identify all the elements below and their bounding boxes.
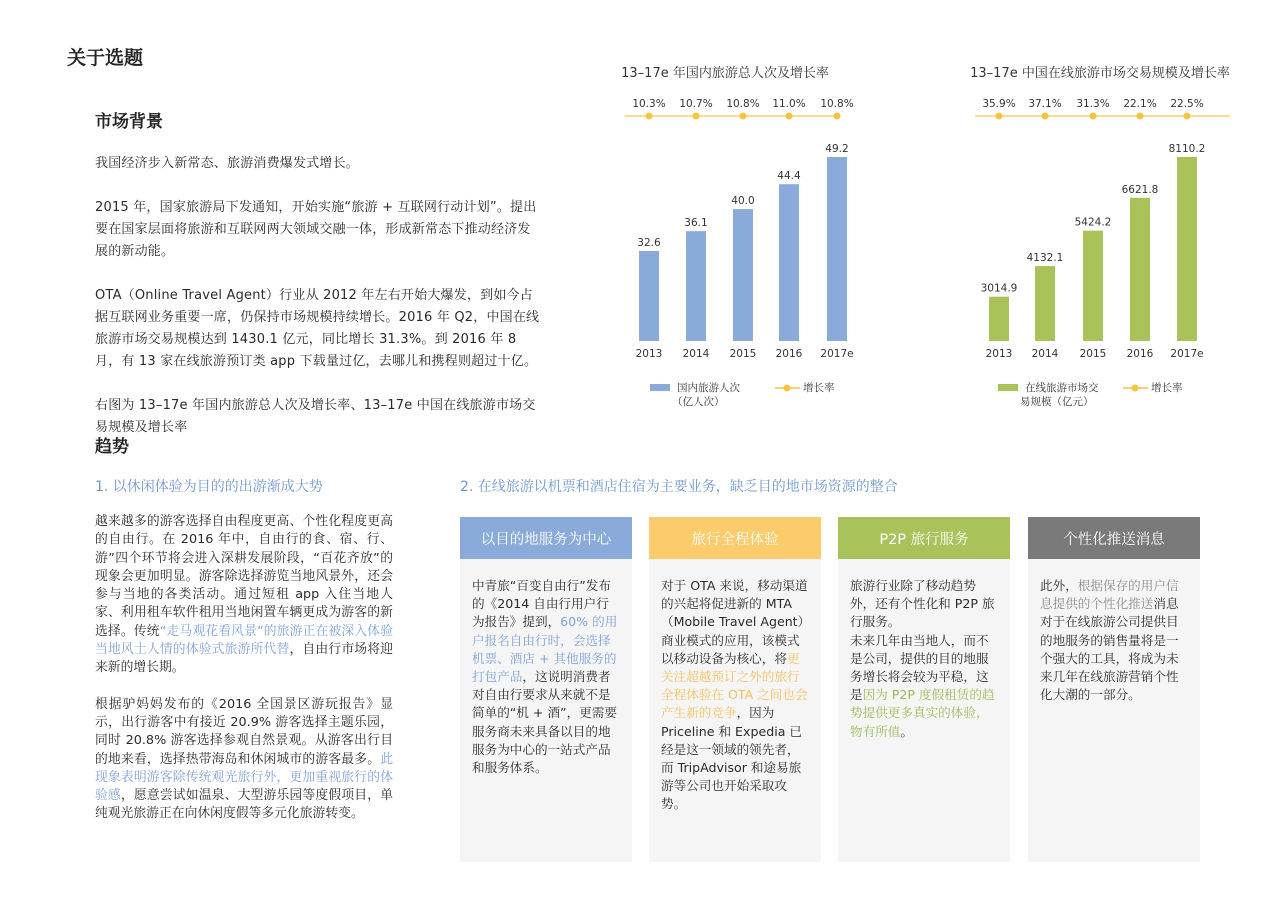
bar-value-label: 4132.1 — [1026, 252, 1064, 265]
market-text: 右图为 13–17e 年国内旅游总人次及增长率、13–17e 中国在线旅游市场交易规模及增长率 — [95, 398, 536, 435]
legend-label: 国内旅游人次 — [677, 382, 740, 394]
growth-rate-point — [740, 113, 747, 120]
card-highlight: 更关注超越预订之外的旅行全程体验在 OTA 之间也会产生新的竞争 — [661, 650, 808, 721]
bar-value-label: 6621.8 — [1121, 183, 1159, 196]
x-tick-label: 2013 — [635, 348, 663, 360]
card-text: ，这说明消费者对自由行要求从来就不是简单的“机 + 酒”，更需要服务商未来具备以目的地服务为中心的一站式产品和服务体系。 — [472, 669, 617, 776]
paragraph — [95, 513, 393, 678]
bar — [686, 231, 706, 341]
x-tick-label: 2016 — [1126, 348, 1154, 360]
growth-rate-point — [1184, 113, 1191, 120]
legend-label: 增长率 — [803, 382, 835, 394]
trend-card-body — [460, 559, 632, 777]
bar — [1083, 231, 1103, 341]
trend-card-body — [838, 559, 1010, 741]
trend-card-title: 旅行全程体验 — [649, 517, 821, 559]
bar — [779, 184, 799, 341]
bar-value-label: 49.2 — [825, 143, 849, 155]
trend-highlight: 此现象表明游客除传统观光旅行外，更加重视旅行的体验感 — [95, 751, 393, 804]
market-text: 2015 年，国家旅游局下发通知，开始实施“旅游 + 互联网行动计划”。提出要在国家层面将旅游和互联网两大领域交融一体，形成新常态下推动经济发展的新动能。 — [95, 200, 537, 259]
card-text: 此外， — [1040, 578, 1078, 593]
trend-card-body — [1028, 559, 1200, 704]
market-text: OTA（Online Travel Agent）行业从 2012 年左右开始大爆发，到如今占据互联网业务重要一席，仍保持市场规模持续增长。2016 年 Q2，中国在线旅游市场交易规模达到 1430.1 亿元，同比增长 31.3%。到 2016 年 8 月，有 13 家在线旅游预订类 app 下载量过亿，去哪儿和携程则超过十亿。 — [95, 288, 540, 369]
bar — [827, 157, 847, 341]
bar-value-label: 40.0 — [731, 195, 755, 208]
card-text: ，因为 Priceline 和 Expedia 已经是这一领域的领先者，而 TripAdvisor 和途易旅游等公司也开始采取攻势。 — [661, 705, 803, 812]
bar-value-label: 3014.9 — [980, 282, 1018, 295]
trend-text: 越来越多的游客选择自由程度更高、个性化程度更高的自由行。在 2016 年中，自由行的食、宿、行、游”四个环节将会进入深耕发展阶段，“百花齐放”的现象会更加明显。游客除选择游览当地风景外，还会参与当地的各类活动。通过短租 app 入住当地人家、利用租车软件租用当地闲置车辆更成为游客的新选择。传统 — [95, 514, 393, 639]
trend-text: 根据驴妈妈发布的《2016 全国景区游玩报告》显示，出行游客中有接近 20.9% 游客选择主题乐园，同时 20.8% 游客选择参观自然景观。从游客出行目的地来看，选择热带海岛和休闲城市的游客最多。 — [95, 696, 393, 767]
growth-rate-label: 10.8% — [726, 98, 760, 110]
growth-rate-label: 10.7% — [679, 98, 713, 110]
legend-label: 易规模（亿元） — [1020, 396, 1094, 408]
growth-rate-label: 35.9% — [982, 98, 1016, 110]
paragraph — [95, 395, 543, 439]
x-tick-label: 2017e — [820, 348, 854, 360]
trend-card-title: P2P 旅行服务 — [838, 517, 1010, 559]
card-text: 旅游行业除了移动趋势外，还有个性化和 P2P 旅行服务。 未来几年由当地人，而不是公司，提供的目的地服务增长将会较为平稳，这是 — [850, 578, 995, 703]
trend-card — [649, 517, 821, 862]
page-title: 关于选题 — [67, 47, 144, 69]
trend-text: ，自由行市场将迎来新的增长期。 — [95, 642, 394, 676]
growth-rate-point — [786, 113, 793, 120]
growth-rate-label: 22.1% — [1123, 98, 1157, 110]
growth-rate-point — [1090, 113, 1097, 120]
legend-point — [1132, 385, 1139, 392]
growth-rate-point — [646, 113, 653, 120]
bar — [733, 209, 753, 341]
x-tick-label: 2014 — [682, 348, 710, 360]
paragraph — [95, 153, 543, 175]
bar-value-label: 5424.2 — [1074, 216, 1112, 229]
bar-value-label: 36.1 — [684, 217, 708, 230]
x-tick-label: 2017e — [1170, 348, 1204, 360]
x-tick-label: 2015 — [729, 348, 757, 360]
paragraph — [95, 696, 393, 824]
chart-title: 13–17e 中国在线旅游市场交易规模及增长率 — [970, 66, 1230, 81]
growth-rate-point — [693, 113, 700, 120]
bar — [989, 297, 1009, 341]
bar-value-label: 32.6 — [637, 236, 661, 249]
trend-heading: 趋势 — [95, 437, 129, 457]
card-text: 消息对于在线旅游公司提供目的地服务的销售量将是一个强大的工具，将成为未来几年在线旅游营销个性化大潮的一部分。 — [1040, 596, 1179, 703]
growth-rate-point — [996, 113, 1003, 120]
trend-card-body — [649, 559, 821, 814]
x-tick-label: 2014 — [1031, 348, 1059, 360]
card-highlight: 根据保存的用户信息提供的个性化推送 — [1040, 578, 1179, 612]
legend-swatch — [650, 384, 670, 391]
legend-point — [784, 385, 791, 392]
growth-rate-label: 10.3% — [632, 98, 666, 110]
bar — [639, 251, 659, 341]
card-text: 。 — [900, 723, 913, 739]
card-text: 对于 OTA 来说，移动渠道的兴起将促进新的 MTA（Mobile Travel Agent）商业模式的应用，该模式以移动设备为核心，将 — [661, 578, 808, 666]
trend-subheading-2: 2. 在线旅游以机票和酒店住宿为主要业务，缺乏目的地市场资源的整合 — [460, 479, 898, 495]
trend-card — [838, 517, 1010, 862]
card-highlight: 60% 的用户报名自由行时，会选择机票、酒店 + 其他服务的打包产品 — [472, 614, 618, 685]
trend-card-title: 个性化推送消息 — [1028, 517, 1200, 559]
bar-value-label: 8110.2 — [1168, 143, 1206, 155]
growth-rate-point — [834, 113, 841, 120]
growth-rate-label: 22.5% — [1170, 98, 1204, 110]
card-highlight: 因为 P2P 度假租赁的趋势提供更多真实的体验，物有所值 — [850, 687, 995, 739]
market-text: 我国经济步入新常态、旅游消费爆发式增长。 — [95, 156, 360, 171]
growth-rate-label: 10.8% — [820, 98, 854, 110]
bar — [1130, 198, 1150, 341]
growth-rate-label: 31.3% — [1076, 98, 1110, 110]
trend-card — [460, 517, 632, 862]
trend-highlight: “走马观花看风景”的旅游正在被深入体验当地风土人情的体验式旅游所代替 — [95, 623, 394, 658]
trend-card — [1028, 517, 1200, 862]
growth-rate-point — [1042, 113, 1049, 120]
market-text — [95, 153, 543, 461]
market-heading: 市场背景 — [95, 112, 163, 132]
trend-card-title: 以目的地服务为中心 — [460, 517, 632, 559]
trend-subheading-1: 1. 以休闲体验为目的的出游渐成大势 — [95, 479, 323, 495]
legend-label: 在线旅游市场交 — [1025, 382, 1099, 394]
x-tick-label: 2013 — [985, 348, 1013, 360]
x-tick-label: 2015 — [1079, 348, 1107, 360]
legend-swatch — [998, 384, 1018, 391]
card-text: 中青旅“百变自由行”发布的《2014 自由行用户行为报告》提到， — [472, 578, 611, 630]
bar-value-label: 44.4 — [777, 170, 801, 183]
growth-rate-label: 37.1% — [1028, 98, 1062, 110]
paragraph — [95, 197, 543, 263]
bar — [1177, 157, 1197, 341]
bar — [1035, 266, 1055, 341]
x-tick-label: 2016 — [775, 348, 803, 360]
trend-text: ，愿意尝试如温泉、大型游乐园等度假项目，单纯观光旅游正在向休闲度假等多元化旅游转变。 — [95, 788, 394, 822]
chart-domestic-tourism — [610, 55, 900, 415]
chart-title: 13–17e 年国内旅游总人次及增长率 — [621, 66, 829, 81]
growth-rate-point — [1137, 113, 1144, 120]
legend-label: （亿人次） — [672, 396, 725, 408]
trend-left-text — [95, 513, 393, 842]
chart-online-travel — [940, 55, 1240, 415]
legend-label: 增长率 — [1151, 382, 1183, 394]
growth-rate-label: 11.0% — [772, 98, 806, 110]
paragraph — [95, 285, 543, 373]
